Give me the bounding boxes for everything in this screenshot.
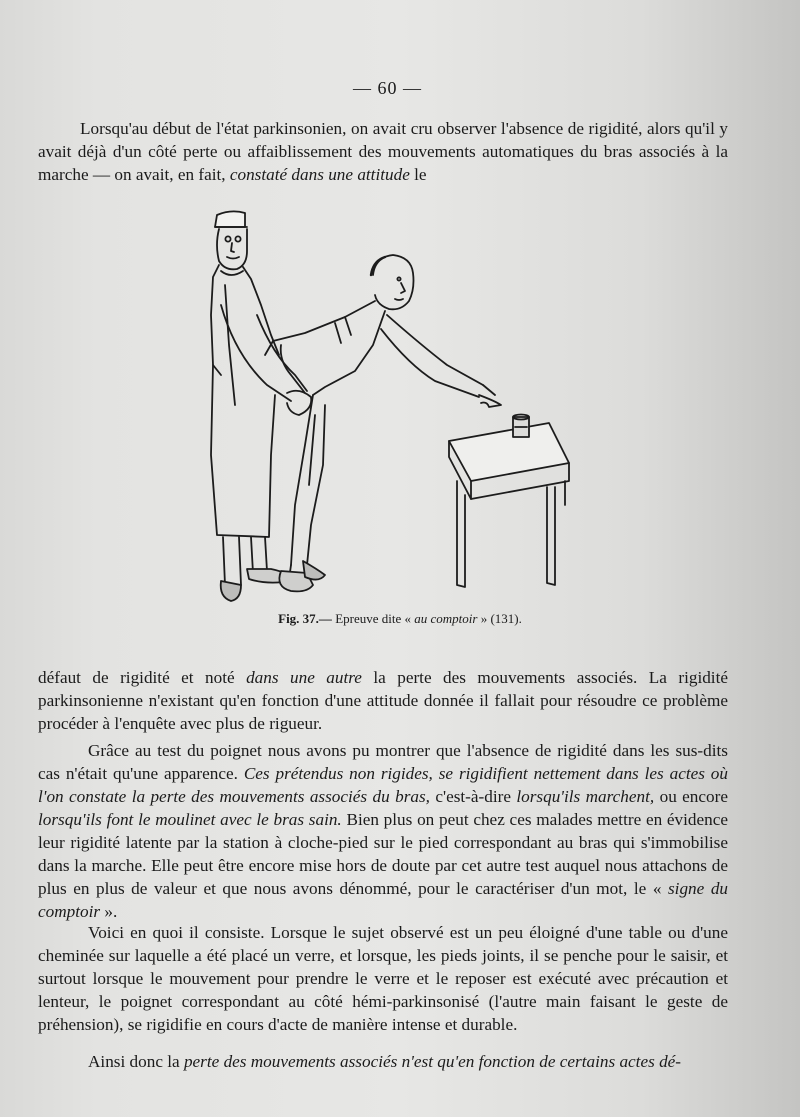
- text-run: ou encore: [654, 787, 728, 806]
- text-run: Lorsqu'au début de l'état parkinsonien, on avait cru observer l'absence de rigidité, alors qu'il y avait déjà d'un côté perte ou affaiblissement des mouvements automatiques du bras associés à la marche — on avait, en fait,: [38, 119, 728, 184]
- text-run: Ainsi donc la: [88, 1052, 184, 1071]
- paragraph-wrist-test: [38, 739, 728, 923]
- caption-text: Epreuve dite «: [331, 611, 415, 626]
- text-run: Voici en quoi il consiste. Lorsque le sujet observé est un peu éloigné d'une table ou d'une cheminée sur laquelle a été placé un verre, et lorsque, les pieds joints, il se penche pour le saisir, et surtout lorsque le mouvement pour prendre le verre et le reposer est exécuté avec précaution et lenteur, le poignet correspondant au côté hémi-parkinsonisé (l'autre main faisant le geste de préhension), se rigidifie en cours d'acte de manière intense et durable.: [38, 923, 728, 1034]
- figure-number: Fig. 37.—: [278, 611, 332, 626]
- italic-run: signe du comptoir: [38, 879, 729, 921]
- figure-illustration: [195, 205, 585, 605]
- paragraph-intro: [38, 117, 728, 186]
- text-run: Bien plus on peut chez ces malades mettre en évidence leur rigidité latente par la station à cloche-pied sur le pied correspondant au bras qui s'immobilise dans la marche. Elle peut être encore mise hors de doute par cet autre test auquel nous attachons de plus en plus de valeur et que nous avons dénommé, pour le caractériser d'un mot, le «: [38, 810, 728, 898]
- caption-italic: au comptoir: [414, 611, 478, 626]
- italic-run: Ces prétendus non rigides, se rigidifient nettement dans les actes où l'on constate la perte des mouvements associés du bras,: [38, 764, 728, 806]
- text-run: c'est-à-dire: [429, 787, 517, 806]
- italic-run: lorsqu'ils marchent,: [516, 787, 655, 806]
- text-run: ».: [100, 902, 118, 921]
- italic-run: lorsqu'ils font le moulinet avec le bras sain.: [38, 810, 342, 829]
- figure-caption: [0, 611, 800, 627]
- page-number: — 60 —: [353, 78, 422, 98]
- paragraph-conclusion: [38, 1050, 728, 1073]
- text-run: Grâce au test du poignet nous avons pu montrer que l'absence de rigidité dans les sus-dits cas n'était qu'une apparence.: [38, 741, 728, 783]
- italic-run: perte des mouvements associés n'est qu'en fonction de certains actes dé-: [183, 1052, 682, 1071]
- examiner-figure: [211, 211, 311, 601]
- table-figure: [449, 415, 569, 588]
- italic-run: dans une autre: [246, 668, 362, 687]
- paragraph-continuation: [38, 666, 728, 735]
- counter-test-drawing: [195, 205, 585, 605]
- text-run: la perte des mouvements associés. La rigidité parkinsonienne n'existant qu'en fonction d'une attitude donnée il fallait pour résoudre ce problème procéder à l'enquête avec plus de rigueur.: [38, 668, 728, 733]
- text-run: le: [409, 165, 427, 184]
- text-run: défaut de rigidité et noté: [38, 668, 247, 687]
- caption-text: » (131).: [477, 611, 522, 626]
- italic-run: constaté dans une attitude: [229, 165, 410, 184]
- paragraph-procedure: [38, 921, 728, 1036]
